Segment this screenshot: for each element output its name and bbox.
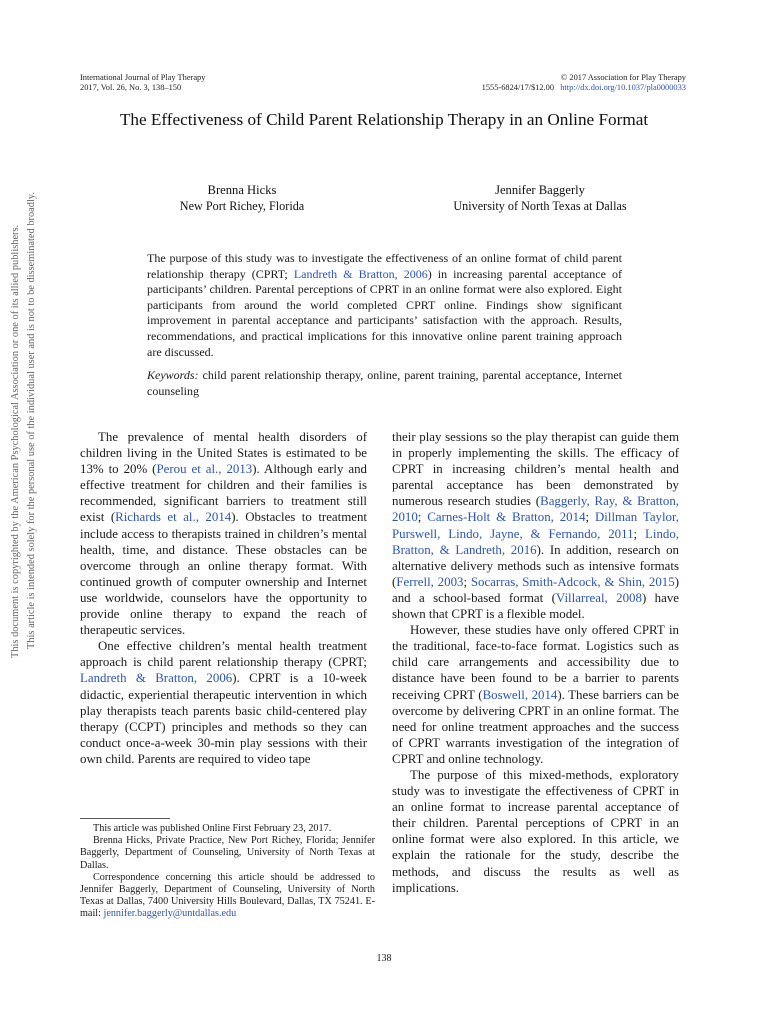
citation-link[interactable]: Socarras, Smith-Adcock, & Shin, 2015	[470, 574, 675, 589]
citation-link[interactable]: Richards et al., 2014	[115, 510, 232, 525]
paragraph: However, these studies have only offered CPRT in the traditional, face-to-face format. Logistics such as child care arrangements and accessibility due to distance have been found to be a barrier to parents receiving CPRT (Boswell, 2014). These barriers can be overcome by delivering CPRT in an online format. The need for online treatment approaches and the success of CPRT warrants investigation of the integration of CPRT and online technology.	[392, 623, 679, 766]
abstract	[147, 251, 622, 360]
keywords-label: Keywords:	[147, 368, 199, 382]
footnote-divider	[80, 818, 170, 819]
citation-link[interactable]: Landreth & Bratton, 2006	[293, 266, 428, 281]
usage-side-notice: This article is intended solely for the personal use of the individual user and is not to be disseminated broadly.	[26, 192, 37, 649]
page-number: 138	[376, 953, 392, 964]
email-link[interactable]: jennifer.baggerly@untdallas.edu	[103, 908, 237, 920]
citation-link[interactable]: Landreth & Bratton, 2006	[80, 671, 233, 686]
copyright-side-notice: This document is copyrighted by the American Psychological Association or one of its allied publishers.	[10, 224, 21, 658]
citation-link[interactable]: Lindo, Bratton, & Landreth, 2016	[392, 526, 679, 557]
copyright-header	[482, 73, 686, 92]
author-block-1	[130, 182, 354, 214]
citation-link[interactable]: Boswell, 2014	[482, 687, 558, 702]
journal-volume: 2017, Vol. 26, No. 3, 138–150	[80, 82, 182, 92]
author-affiliation: University of North Texas at Dallas	[453, 199, 627, 213]
journal-name: International Journal of Play Therapy	[80, 73, 206, 82]
citation-link[interactable]: Baggerly, Ray, & Bratton, 2010	[392, 494, 680, 525]
citation-link[interactable]: Ferrell, 2003	[396, 574, 464, 589]
keywords	[147, 368, 622, 399]
body-column-right	[392, 429, 679, 896]
abstract-text: The purpose of this study was to investigate the effectiveness of an online format of child parent relationship therapy (CPRT;	[147, 251, 622, 281]
issn: 1555-6824/17/$12.00	[481, 82, 555, 92]
paragraph: their play sessions so the play therapist can guide them in properly implementing the skills. The efficacy of CPRT in increasing children’s mental health and parental acceptance has been demonstrated by numerous research studies (Baggerly, Ray, & Bratton, 2010; Carnes-Holt & Bratton, 2014; Dillman Taylor, Purswell, Lindo, Jayne, & Fernando, 2011; Lindo, Bratton, & Landreth, 2016). In addition, research on alternative delivery methods such as intensive formats (Ferrell, 2003; Socarras, Smith-Adcock, & Shin, 2015) and a school-based format (Villarreal, 2008) have shown that CPRT is a flexible model.	[392, 430, 680, 622]
journal-header	[80, 73, 205, 92]
author-block-2	[420, 182, 660, 214]
author-affiliation: New Port Richey, Florida	[179, 199, 305, 213]
abstract-text: ) in increasing parental acceptance of participants’ children. Parental perceptions of CPRT in an online format were also explored. Eight participants from around the world completed CPRT online. Findings show significant improvement in parental acceptance and participants’ satisfaction with the approach. Results, recommendations, and practical implications for this innovative online parent training approach are discussed.	[147, 266, 622, 359]
copyright-line: © 2017 Association for Play Therapy	[560, 73, 686, 82]
citation-link[interactable]: Carnes-Holt & Bratton, 2014	[427, 510, 586, 525]
doi-link[interactable]: http://dx.doi.org/10.1037/pla0000033	[560, 82, 686, 92]
citation-link[interactable]: Perou et al., 2013	[156, 462, 253, 477]
article-title: The Effectiveness of Child Parent Relationship Therapy in an Online Format	[119, 110, 649, 129]
footnote: This article was published Online First February 23, 2017.	[93, 823, 332, 834]
footnotes	[80, 823, 375, 921]
citation-link[interactable]: Dillman Taylor, Purswell, Lindo, Jayne, & Fernando, 2011	[392, 510, 680, 541]
author-name: Jennifer Baggerly	[495, 183, 585, 197]
author-name: Brenna Hicks	[207, 183, 277, 197]
keywords-text: child parent relationship therapy, online, parent training, parental acceptance, Internet counseling	[147, 368, 622, 398]
paragraph: The prevalence of mental health disorders of children living in the United States is estimated to be 13% to 20% (Perou et al., 2013). Although early and effective treatment for children and their families is recommended, significant barriers to treatment still exist (Richards et al., 2014). Obstacles to treatment include access to therapists trained in children’s mental health, time, and distance. These obstacles can be overcome through an online therapy format. With continued growth of computer ownership and Internet use worldwide, counselors have the opportunity to provide online therapy to expand the reach of therapeutic services.	[80, 430, 368, 638]
footnote: Correspondence concerning this article should be addressed to Jennifer Baggerly, Department of Counseling, University of North Texas at Dallas, 7400 University Hills Boulevard, Dallas, TX 75241. E-mail: jennifer.baggerly@untdallas.edu	[80, 871, 375, 920]
paragraph: One effective children’s mental health treatment approach is child parent relationship therapy (CPRT; Landreth & Bratton, 2006). CPRT is a 10-week didactic, experiential therapeutic intervention in which play therapists teach parents basic child-centered play therapy (CCPT) principles and methods so they can conduct once-a-week 30-min play sessions with their own child. Parents are required to video tape	[80, 639, 367, 766]
paragraph: The purpose of this mixed-methods, exploratory study was to investigate the effectiveness of CPRT in an online format to increase parental acceptance of their children. Parental perceptions of CPRT in an online format were also explored. In this article, we explain the rationale for the study, describe the methods, and discuss the results as well as implications.	[392, 767, 679, 895]
footnote: Brenna Hicks, Private Practice, New Port Richey, Florida; Jennifer Baggerly, Department of Counseling, University of North Texas at Dallas.	[80, 835, 375, 871]
citation-link[interactable]: Villarreal, 2008	[555, 590, 642, 605]
issn-doi-line	[482, 83, 686, 93]
body-column-left	[80, 429, 367, 767]
